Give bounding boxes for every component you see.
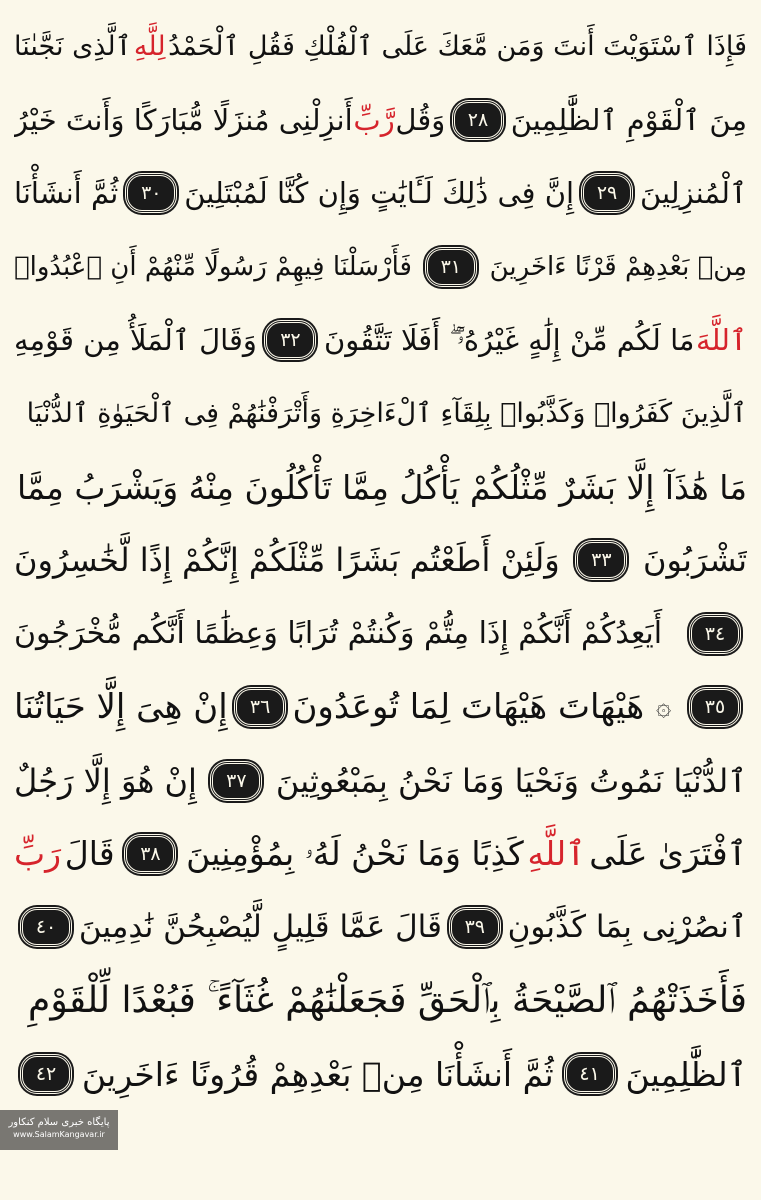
verse-line bbox=[14, 10, 747, 83]
verse-text: إِنَّ فِى ذَٰلِكَ لَـَٔايَٰتٍ وَإِن كُنَّا لَمُبْتَلِينَ bbox=[184, 175, 575, 210]
verse-line bbox=[14, 377, 747, 450]
ayah-number-marker: ٣٧ bbox=[210, 761, 262, 801]
verse-line bbox=[14, 304, 747, 377]
verse-text: أَنزِلْنِى مُنزَلًا مُّبَارَكًا وَأَنتَ خَيْرُ bbox=[14, 102, 353, 137]
verse-text: قَالَ عَمَّا قَلِيلٍ لَّيُصْبِحُنَّ نَٰدِمِينَ bbox=[78, 908, 442, 945]
ayah-number-marker: ٣٥ bbox=[689, 687, 741, 727]
divine-name-text: ٱللَّهِ bbox=[527, 834, 586, 874]
ayah-number-marker: ٣٦ bbox=[234, 687, 286, 727]
verse-text: فَإِذَا ٱسْتَوَيْتَ أَنتَ وَمَن مَّعَكَ عَلَى ٱلْفُلْكِ فَقُلِ ٱلْحَمْدُ bbox=[168, 31, 747, 63]
verse-text: ٱلَّذِى نَجَّىٰنَا bbox=[14, 31, 132, 63]
verse-text: قَالَ bbox=[64, 834, 115, 874]
verse-text: فَأَرْسَلْنَا فِيهِمْ رَسُولًا مِّنْهُمْ أَنِ ٱعْبُدُوا۟ bbox=[14, 251, 412, 282]
ayah-number-marker: ٣٢ bbox=[264, 320, 316, 360]
verse-text: تَشْرَبُونَ bbox=[642, 541, 747, 580]
verse-text: كَذِبًا وَمَا نَحْنُ لَهُۥ بِمُؤْمِنِينَ bbox=[186, 834, 524, 874]
verse-line bbox=[14, 450, 747, 523]
watermark-url: www.SalamKangavar.ir bbox=[13, 1130, 105, 1139]
verse-line bbox=[14, 230, 747, 303]
divine-name-text: رَبِّ bbox=[14, 834, 62, 874]
watermark-title: پایگاه خبری سلام کنکاور bbox=[8, 1117, 110, 1128]
verse-text: وَقُل bbox=[395, 102, 446, 137]
verse-line bbox=[14, 964, 747, 1037]
verse-line bbox=[14, 524, 747, 597]
verse-text: ثُمَّ أَنشَأْنَا bbox=[14, 175, 119, 210]
hizb-star-icon: ۞ bbox=[656, 692, 672, 723]
verse-text: إِنْ هِىَ إِلَّا حَيَاتُنَا bbox=[14, 687, 228, 728]
verse-text: مِنَ ٱلْقَوْمِ ٱلظَّٰلِمِينَ bbox=[510, 102, 747, 137]
divine-name-text: لِلَّهِ bbox=[133, 31, 166, 63]
ayah-number-marker: ٣٤ bbox=[689, 614, 741, 654]
divine-name-text: ٱللَّهَ bbox=[696, 322, 747, 357]
verse-line bbox=[14, 744, 747, 817]
ayah-number-marker: ٤٢ bbox=[20, 1054, 72, 1094]
divine-name-text: رَّبِّ bbox=[353, 102, 395, 137]
ayah-number-marker: ٣٠ bbox=[125, 173, 177, 213]
ayah-number-marker: ٣١ bbox=[425, 247, 477, 287]
verse-text: وَلَئِنْ أَطَعْتُم بَشَرًا مِّثْلَكُمْ إِنَّكُمْ إِذًا لَّخَٰسِرُونَ bbox=[14, 541, 560, 580]
verse-text: ٱنصُرْنِى بِمَا كَذَّبُونِ bbox=[507, 908, 747, 945]
ayah-number-marker: ٢٩ bbox=[581, 173, 633, 213]
verse-text: ٱلظَّٰلِمِينَ bbox=[625, 1054, 747, 1094]
verse-text: مَا هَٰذَآ إِلَّا بَشَرٌ مِّثْلُكُمْ يَأْكُلُ مِمَّا تَأْكُلُونَ مِنْهُ وَيَشْرَبُ مِمَّا bbox=[17, 467, 747, 507]
verse-line bbox=[14, 157, 747, 230]
verse-line bbox=[14, 83, 747, 156]
verse-text: ٱلدُّنْيَا نَمُوتُ وَنَحْيَا وَمَا نَحْنُ بِمَبْعُوثِينَ bbox=[275, 761, 747, 800]
verse-text: أَيَعِدُكُمْ أَنَّكُمْ إِذَا مِتُّمْ وَكُنتُمْ تُرَابًا وَعِظَٰمًا أَنَّكُم مُّخْرَجُونَ bbox=[14, 615, 663, 651]
watermark-badge bbox=[0, 1110, 118, 1150]
verse-text: مَا لَكُم مِّنْ إِلَٰهٍ غَيْرُهُۥٓ ۖ أَفَلَا تَتَّقُونَ bbox=[323, 322, 695, 357]
verse-line bbox=[14, 817, 747, 890]
verse-text: مِنۢ بَعْدِهِمْ قَرْنًا ءَاخَرِينَ bbox=[489, 251, 747, 282]
verse-text: فَأَخَذَتْهُمُ ٱلصَّيْحَةُ بِٱلْحَقِّ فَجَعَلْنَٰهُمْ غُثَآءً ۚ فَبُعْدًا لِّلْقَوْمِ bbox=[28, 979, 747, 1021]
verse-line bbox=[14, 671, 747, 744]
verse-text: إِنْ هُوَ إِلَّا رَجُلٌ bbox=[14, 761, 197, 800]
ayah-number-marker: ٤١ bbox=[564, 1054, 616, 1094]
ayah-number-marker: ٣٨ bbox=[124, 834, 176, 874]
verse-text: ٱفْتَرَىٰ عَلَى bbox=[589, 834, 747, 874]
verse-line bbox=[14, 891, 747, 964]
verse-text: ٱلْمُنزِلِينَ bbox=[639, 175, 747, 210]
ayah-number-marker: ٣٩ bbox=[449, 907, 501, 947]
verse-text: ثُمَّ أَنشَأْنَا مِنۢ بَعْدِهِمْ قُرُونًا ءَاخَرِينَ bbox=[81, 1054, 554, 1094]
ayah-number-marker: ٤٠ bbox=[20, 907, 72, 947]
verse-text: ٱلَّذِينَ كَفَرُوا۟ وَكَذَّبُوا۟ بِلِقَآءِ ٱلْءَاخِرَةِ وَأَتْرَفْنَٰهُمْ فِى ٱلْحَيَوٰةِ ٱلدُّنْيَا bbox=[26, 398, 747, 430]
ayah-number-marker: ٣٣ bbox=[575, 540, 627, 580]
verse-line bbox=[14, 1037, 747, 1110]
verse-text: وَقَالَ ٱلْمَلَأُ مِن قَوْمِهِ bbox=[14, 322, 257, 357]
verse-text: هَيْهَاتَ هَيْهَاتَ لِمَا تُوعَدُونَ bbox=[292, 687, 645, 728]
ayah-number-marker: ٢٨ bbox=[452, 100, 504, 140]
verse-line bbox=[14, 597, 747, 670]
